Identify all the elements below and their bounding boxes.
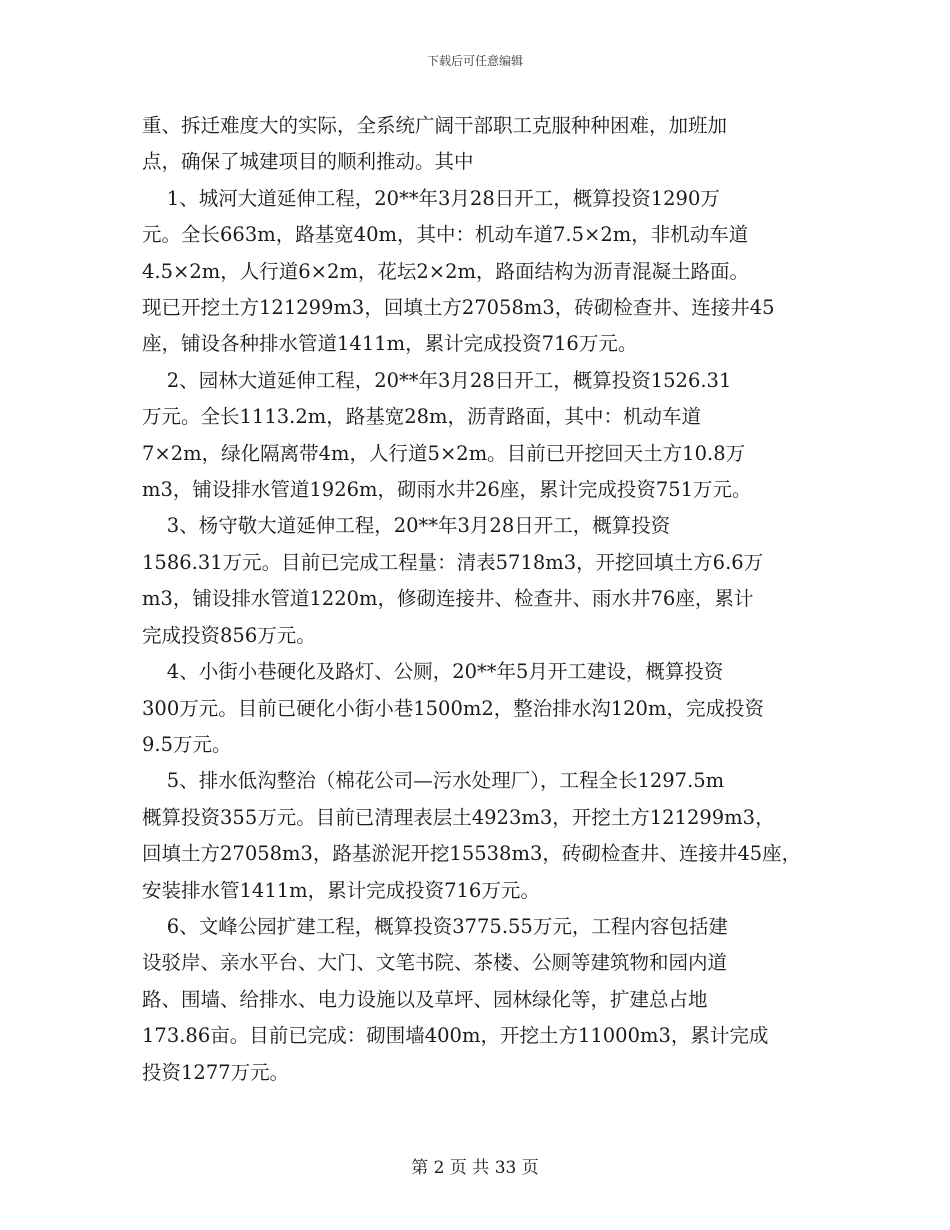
text-line: 元。全长663m，路基宽40m，其中：机动车道7.5×2m，非机动车道 <box>142 223 749 247</box>
text-line: 3、杨守敬大道延伸工程，20**年3月28日开工，概算投资 <box>142 514 671 538</box>
text-line: 座，铺设各种排水管道1411m，累计完成投资716万元。 <box>142 332 638 356</box>
page-number: 第 2 页 共 33 页 <box>411 1158 539 1178</box>
text-line: 7×2m，绿化隔离带4m，人行道5×2m。目前已开挖回天土方10.8万 <box>142 441 746 465</box>
text-line: 2、园林大道延伸工程，20**年3月28日开工，概算投资1526.31 <box>142 368 732 392</box>
text-line: 300万元。目前已硬化小街小巷1500m2，整治排水沟120m，完成投资 <box>142 696 764 720</box>
document-body <box>142 108 832 1091</box>
text-line: 概算投资355万元。目前已清理表层土4923m3，开挖土方121299m3， <box>142 805 775 829</box>
text-line: 9.5万元。 <box>142 732 232 756</box>
text-line: 1、城河大道延伸工程，20**年3月28日开工，概算投资1290万 <box>142 186 720 210</box>
text-line: 投资1277万元。 <box>142 1060 290 1084</box>
text-line: 5、排水低沟整治（棉花公司—污水处理厂），工程全长1297.5m <box>142 769 725 793</box>
text-line: 现已开挖土方121299m3，回填土方27058m3，砖砌检查井、连接井45 <box>142 296 775 320</box>
text-line: 173.86亩。目前已完成：砌围墙400m，开挖土方11000m3，累计完成 <box>142 1024 769 1048</box>
text-line: m3，铺设排水管道1220m，修砌连接井、检查井、雨水井76座，累计 <box>142 587 754 611</box>
text-line: 路、围墙、给排水、电力设施以及草坪、园林绿化等，扩建总占地 <box>142 987 708 1011</box>
text-line: 设驳岸、亲水平台、大门、文笔书院、茶楼、公厕等建筑物和园内道 <box>142 951 728 975</box>
text-line: 4、小街小巷硬化及路灯、公厕，20**年5月开工建设，概算投资 <box>142 660 724 684</box>
text-line: 完成投资856万元。 <box>142 623 316 647</box>
page-header: 下载后可任意编辑 <box>426 54 523 68</box>
text-line: 回填土方27058m3，路基淤泥开挖15538m3，砖砌检查井、连接井45座， <box>142 842 802 866</box>
text-line: 1586.31万元。目前已完成工程量：清表5718m3，开挖回填土方6.6万 <box>142 550 764 574</box>
text-line: 4.5×2m，人行道6×2m，花坛2×2m，路面结构为沥青混凝土路面。 <box>142 259 750 283</box>
text-line: m3，铺设排水管道1926m，砌雨水井26座，累计完成投资751万元。 <box>142 478 752 502</box>
text-line: 6、文峰公园扩建工程，概算投资3775.55万元，工程内容包括建 <box>142 914 728 938</box>
text-line: 安装排水管1411m，累计完成投资716万元。 <box>142 878 540 902</box>
text-line: 重、拆迁难度大的实际，全系统广阔干部职工克服种种困难，加班加 <box>142 114 728 137</box>
text-line: 点，确保了城建项目的顺利推动。其中 <box>142 150 474 174</box>
text-line: 万元。全长1113.2m，路基宽28m，沥青路面，其中：机动车道 <box>142 405 702 429</box>
